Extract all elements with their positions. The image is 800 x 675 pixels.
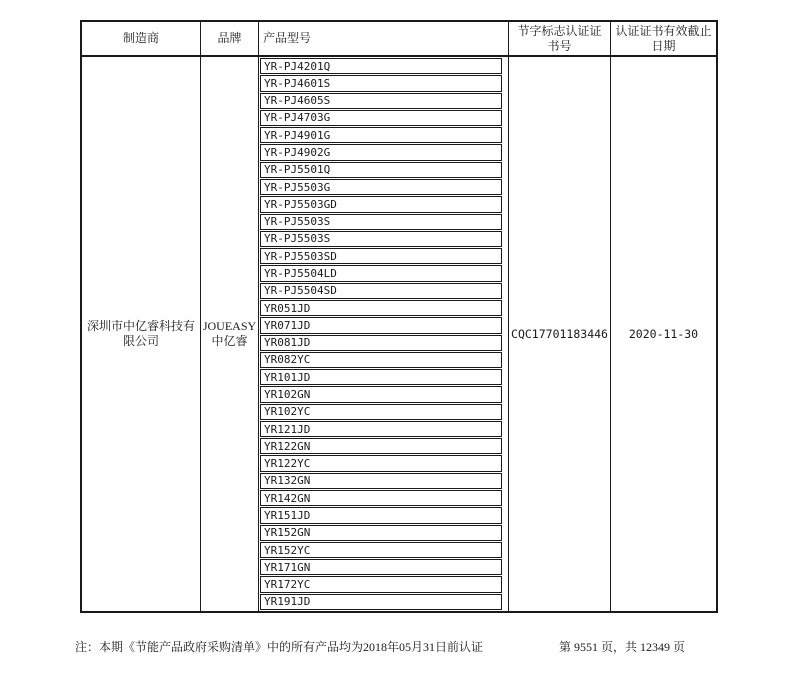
model-cell: YR082YC [260, 352, 502, 368]
model-cell: YR-PJ4703G [260, 110, 502, 126]
model-cell: YR151JD [260, 507, 502, 523]
header-brand: 品牌 [201, 22, 259, 55]
model-cell: YR102YC [260, 404, 502, 420]
model-cell: YR-PJ5503S [260, 214, 502, 230]
model-cell: YR-PJ4201Q [260, 58, 502, 74]
expiry-date-cell [611, 57, 716, 611]
model-cell: YR-PJ4902G [260, 144, 502, 160]
header-manufacturer: 制造商 [82, 22, 201, 55]
model-cell: YR152GN [260, 525, 502, 541]
brand-name-chinese: 中亿睿 [211, 334, 248, 348]
model-cell: YR132GN [260, 473, 502, 489]
model-cell: YR152YC [260, 542, 502, 558]
header-cert-no: 节字标志认证证书号 [509, 22, 611, 55]
model-cell: YR051JD [260, 300, 502, 316]
model-list [259, 57, 509, 611]
model-cell: YR191JD [260, 594, 502, 610]
model-cell: YR-PJ5501Q [260, 162, 502, 178]
page-footer [75, 638, 730, 655]
model-cell: YR071JD [260, 317, 502, 333]
table-body-row [82, 57, 716, 611]
model-cell: YR101JD [260, 369, 502, 385]
model-cell: YR-PJ4605S [260, 93, 502, 109]
model-cell: YR-PJ4901G [260, 127, 502, 143]
header-expiry: 认证证书有效截止日期 [615, 23, 712, 53]
header-model: 产品型号 [259, 22, 509, 55]
brand-name-latin: JOUEASY [202, 319, 257, 333]
model-cell: YR122YC [260, 455, 502, 471]
brand-cell [201, 57, 259, 611]
certificate-number-cell [509, 57, 611, 611]
footer-note: 注：本期《节能产品政府采购清单》中的所有产品均为2018年05月31日前认证 [75, 640, 484, 654]
model-cell: YR122GN [260, 438, 502, 454]
model-cell: YR172YC [260, 576, 502, 592]
expiry-date: 2020-11-30 [628, 326, 699, 341]
model-cell: YR081JD [260, 335, 502, 351]
model-cell: YR142GN [260, 490, 502, 506]
model-cell: YR-PJ4601S [260, 75, 502, 91]
page-number-info: 第 9551 页，共 12349 页 [558, 640, 685, 654]
manufacturer-cell: 深圳市中亿睿科技有限公司 [82, 57, 201, 611]
model-cell: YR-PJ5503GD [260, 196, 502, 212]
model-cell: YR-PJ5503S [260, 231, 502, 247]
model-cell: YR-PJ5503G [260, 179, 502, 195]
model-cell: YR102GN [260, 386, 502, 402]
table-header-row [82, 22, 716, 57]
certification-table [80, 20, 718, 613]
model-cell: YR-PJ5504SD [260, 283, 502, 299]
model-cell: YR-PJ5504LD [260, 265, 502, 281]
model-cell: YR171GN [260, 559, 502, 575]
model-cell: YR-PJ5503SD [260, 248, 502, 264]
certificate-number: CQC17701183446 [511, 326, 608, 341]
model-cell: YR121JD [260, 421, 502, 437]
